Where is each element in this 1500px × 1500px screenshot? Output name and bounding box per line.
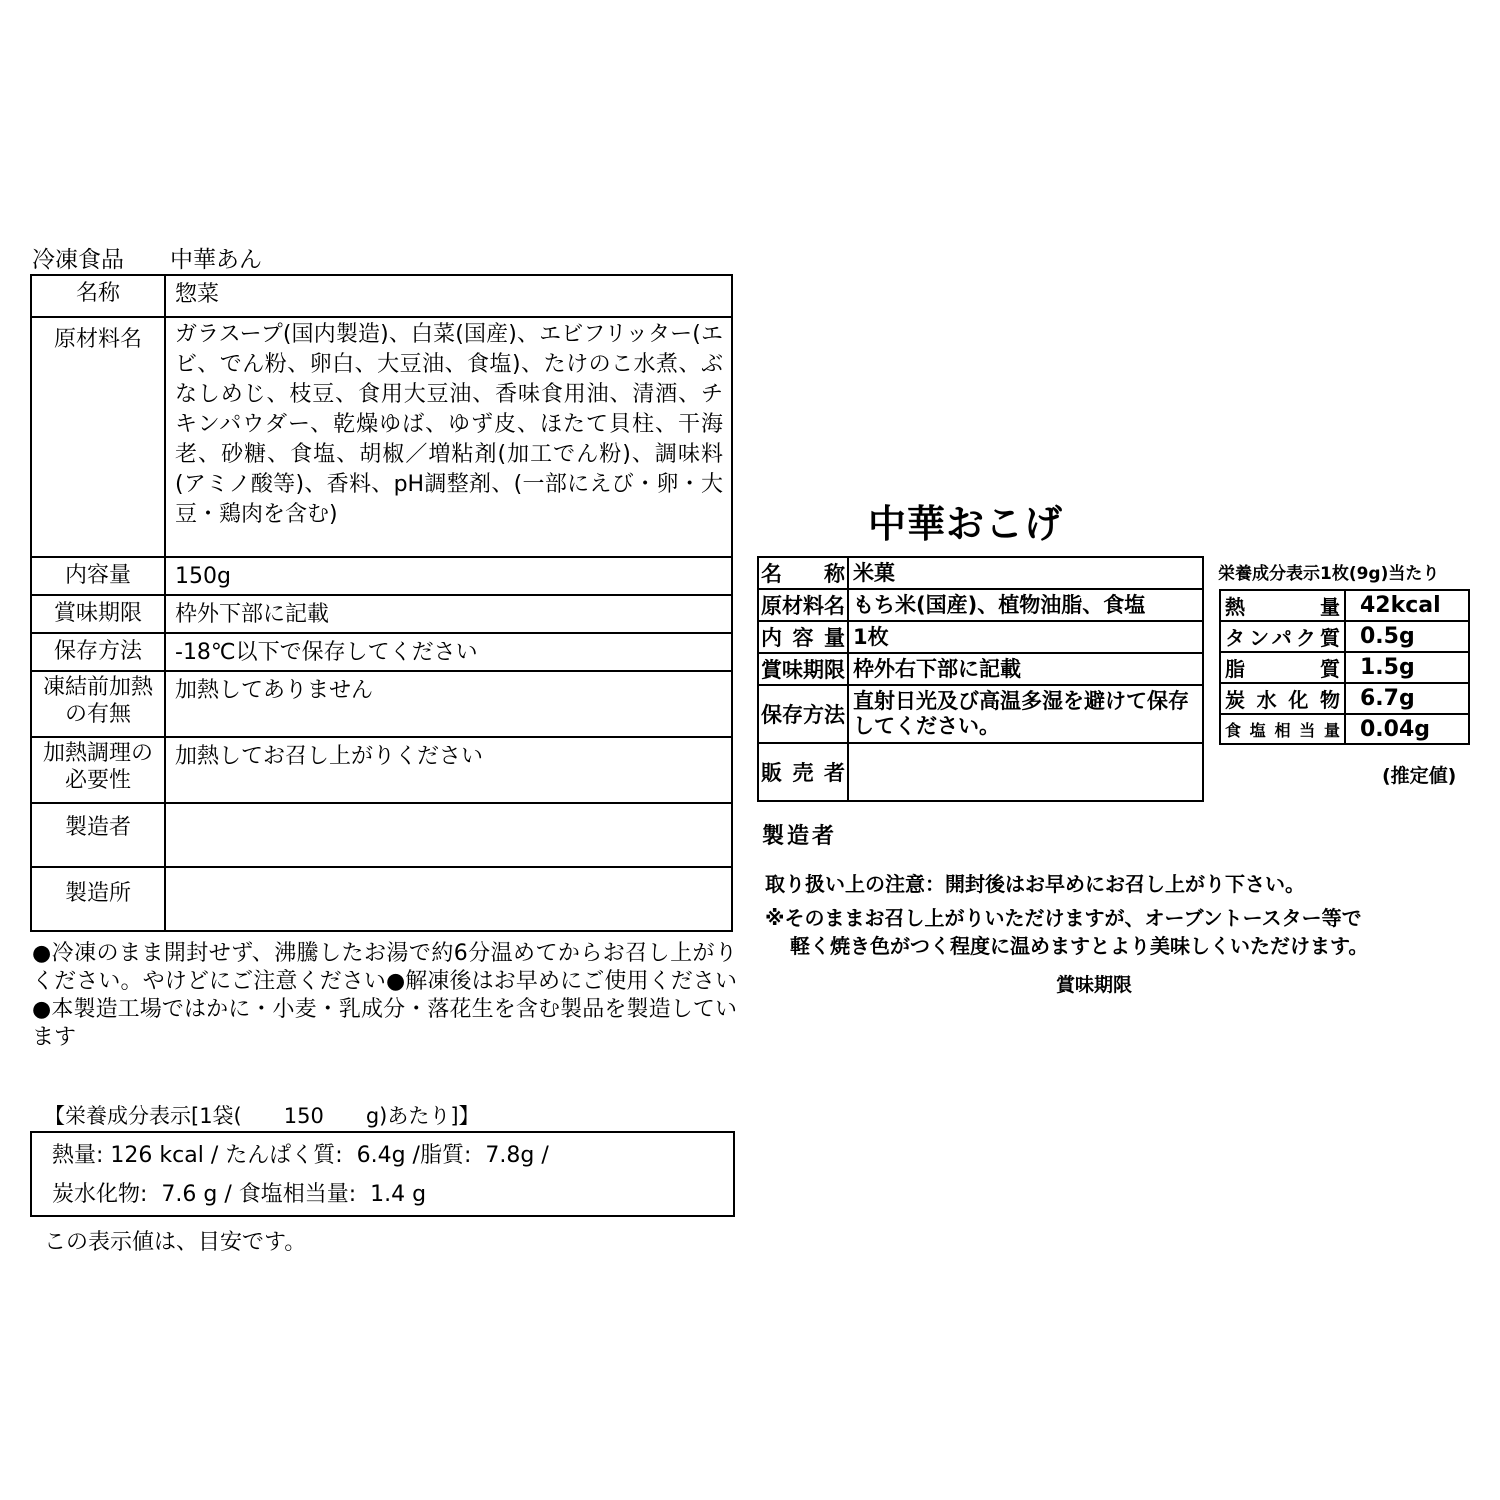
row-label: 製造所 [31,867,165,931]
left-product-title [32,244,262,276]
table-row [31,557,732,595]
table-row [1220,714,1469,744]
nutrition-heading: 【栄養成分表示[1袋( 150 g)あたり]】 [44,1104,480,1128]
serving-note-line-1: ※そのままお召し上がりいただけますが、オーブントースター等で [765,906,1362,930]
table-row [31,633,732,671]
table-row [1220,590,1469,621]
handling-caution: 取り扱い上の注意：開封後はお早めにお召し上がり下さい。 [765,872,1305,896]
table-row [31,317,732,557]
row-label: 内容量 [758,621,848,653]
right-info-table [757,556,1204,802]
nutrition-note: この表示値は、目安です。 [44,1230,307,1255]
nutrient-label: タンパク質 [1220,621,1345,652]
nutrition-box [30,1131,735,1217]
row-label: 賞味期限 [758,653,848,685]
nutrient-label: 脂質 [1220,652,1345,683]
row-value: 直射日光及び高温多湿を避けて保存してください。 [848,685,1203,743]
category-label: 冷凍食品 [32,247,124,273]
ingredients-value: ガラスープ(国内製造)、白菜(国産)、エビフリッター(エビ、でん粉、卵白、大豆油、食塩)、たけのこ水煮、ぶなしめじ、枝豆、食用大豆油、香味食用油、清酒、チキンパウダー、乾燥ゆば、ゆず皮、ほたて貝柱、干海老、砂糖、食塩、胡椒／増粘剤(加工でん粉)、調味料(アミノ酸等)、香料、pH調整剤、(一部にえび・卵・大豆・鶏肉を含む) [165,317,732,557]
nutrition-line-2: 炭水化物: 7.6 g / 食塩相当量: 1.4 g [52,1182,427,1207]
serving-note-line-2: 軽く焼き色がつく程度に温めますとより美味しくいただけます。 [790,934,1369,958]
nutrient-value: 0.04g [1345,714,1469,744]
row-value: 米菓 [848,557,1203,589]
table-row [758,621,1203,653]
row-value: もち米(国産)、植物油脂、食塩 [848,589,1203,621]
row-label: 名称 [31,275,165,317]
row-value: 枠外右下部に記載 [848,653,1203,685]
row-label: 保存方法 [758,685,848,743]
row-value: 惣菜 [165,275,732,317]
row-label: 製造者 [31,803,165,867]
row-label: 販売者 [758,743,848,801]
table-row [31,671,732,737]
nutrient-value: 1.5g [1345,652,1469,683]
nutrient-label: 食塩相当量 [1220,714,1345,744]
row-label: 凍結前加熱の有無 [31,671,165,737]
maker-label: 製造者 [762,824,838,849]
table-row [31,803,732,867]
row-value: -18℃以下で保存してください [165,633,732,671]
product-name: 中華あん [170,247,262,273]
row-label: 内容量 [31,557,165,595]
nutrition-heading-right: 栄養成分表示1枚(9g)当たり [1218,564,1440,584]
left-info-table [30,274,733,932]
row-value: 枠外下部に記載 [165,595,732,633]
table-row [1220,621,1469,652]
table-row [31,867,732,931]
table-row [758,589,1203,621]
row-value: 150g [165,557,732,595]
table-row [1220,683,1469,714]
table-row [758,557,1203,589]
nutrition-table-right [1219,589,1470,745]
row-label: 保存方法 [31,633,165,671]
table-row [31,737,732,803]
table-row [31,275,732,317]
row-value [848,743,1203,801]
table-row [31,595,732,633]
nutrition-line-1: 熱量: 126 kcal / たんぱく質: 6.4g /脂質: 7.8g / [52,1143,549,1168]
row-label: 加熱調理の必要性 [31,737,165,803]
row-value: 1枚 [848,621,1203,653]
right-product-title: 中華おこげ [868,502,1064,546]
row-value: 加熱してお召し上がりください [165,737,732,803]
nutrient-value: 0.5g [1345,621,1469,652]
table-row [758,653,1203,685]
row-value [165,867,732,931]
nutrient-value: 6.7g [1345,683,1469,714]
table-row [758,685,1203,743]
estimated-note: (推定値) [1382,765,1457,787]
row-value: 加熱してありません [165,671,732,737]
row-label: 原材料名 [758,589,848,621]
nutrient-label: 炭水化物 [1220,683,1345,714]
expiry-label: 賞味期限 [1056,974,1133,996]
table-row [758,743,1203,801]
row-label: 賞味期限 [31,595,165,633]
nutrient-value: 42kcal [1345,590,1469,621]
usage-notes: ●冷凍のまま開封せず、沸騰したお湯で約6分温めてからお召し上がりください。やけどにご注意ください●解凍後はお早めにご使用ください●本製造工場ではかに・小麦・乳成分・落花生を含む製品を製造しています [32,941,737,1050]
row-label: 名 称 [758,557,848,589]
row-value [165,803,732,867]
row-label: 原材料名 [31,317,165,557]
nutrient-label: 熱量 [1220,590,1345,621]
table-row [1220,652,1469,683]
